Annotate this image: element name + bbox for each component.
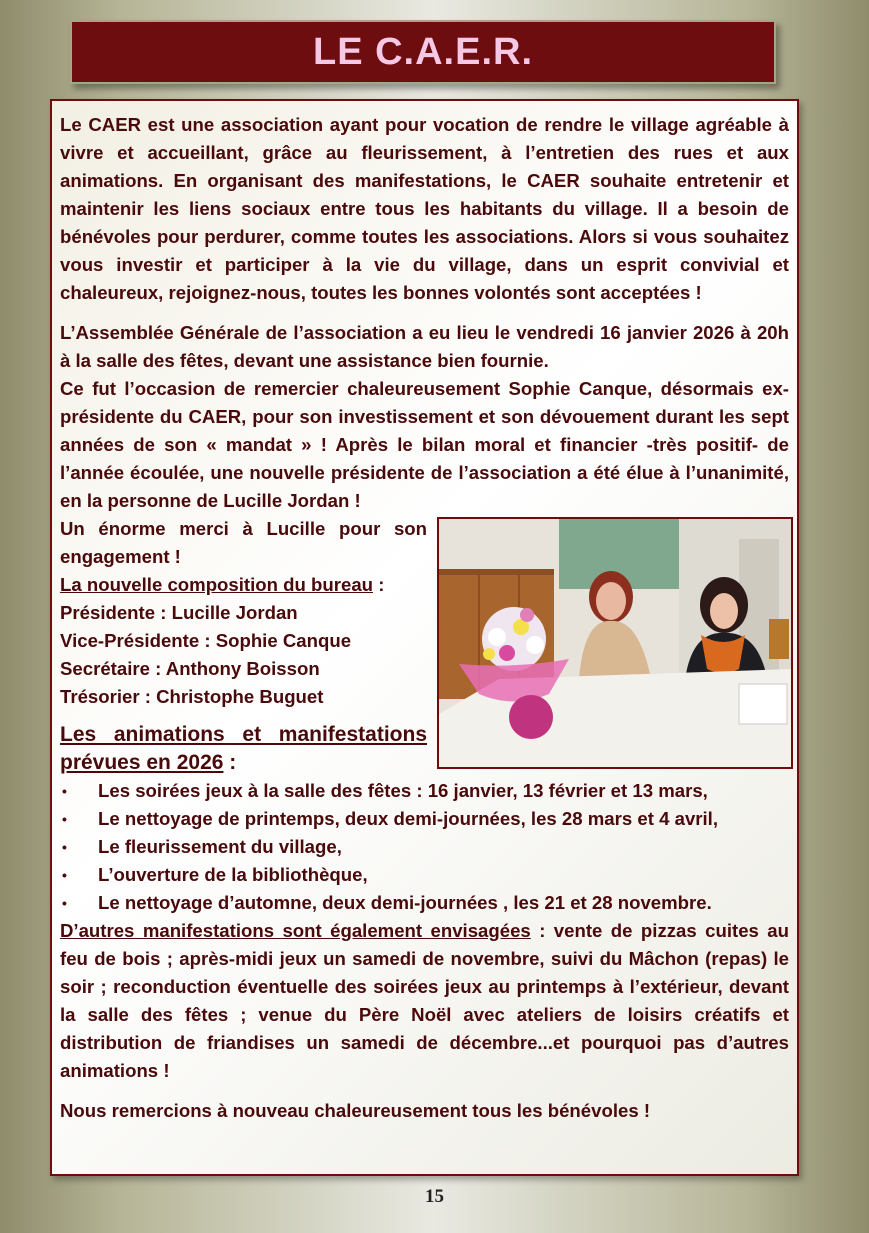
event-text: Le fleurissement du village, [98, 836, 342, 857]
bureau-heading: La nouvelle composition du bureau [60, 574, 374, 595]
page-title: LE C.A.E.R. [312, 30, 534, 73]
events-heading-colon: : [223, 751, 237, 774]
intro-paragraph: Le CAER est une association ayant pour vocation de rendre le village agréable à vivre et accueillant, grâce au fleurissement, à l’entretien des rues et aux animations. En organisant des manifestations, le CAER souhaite entretenir et maintenir les liens sociaux entre tous les habitants du village. Il a besoin de bénévoles pour perdurer, comme toutes les associations. Alors si vous souhaitez vous investir et participer à la vie du village, dans un esprit convivial et chaleureux, rejoignez-nous, toutes les bonnes volontés sont acceptées ! [60, 114, 789, 303]
event-text: Le nettoyage d’automne, deux demi-journées , les 21 et 28 novembre. [98, 892, 712, 913]
list-item [60, 861, 789, 889]
list-item [60, 889, 789, 917]
events-list [60, 777, 789, 917]
list-item [60, 833, 789, 861]
bureau-member: Trésorier : Christophe Buguet [60, 686, 324, 707]
thanks-sophie-paragraph: Ce fut l’occasion de remercier chaleureusement Sophie Canque, désormais ex-présidente du CAER, pour son investissement et son dévouement durant les sept années de son « mandat » ! Après le bilan moral et financier -très positif- de l’année écoulée, une nouvelle présidente de l’association a été élue à l’unanimité, en la personne de Lucille Jordan ! [60, 378, 789, 511]
bureau-heading-colon: : [373, 574, 385, 595]
event-text: L’ouverture de la bibliothèque, [98, 864, 368, 885]
bullet-icon: • [62, 811, 67, 827]
list-item [60, 805, 789, 833]
bullet-icon: • [62, 867, 67, 883]
event-text: Le nettoyage de printemps, deux demi-journées, les 28 mars et 4 avril, [98, 808, 719, 829]
event-text: Les soirées jeux à la salle des fêtes : 16 janvier, 13 février et 13 mars, [98, 780, 708, 801]
others-text: : vente de pizzas cuites au feu de bois ; après-midi jeux un samedi de novembre, suivi du Mâchon (repas) le soir ; reconduction éventuelle des soirées jeux au printemps à l’extérieur, devant la salle des fêtes ; venue du Père Noël avec ateliers de loisirs créatifs et distribution de friandises un samedi de décembre...et pourquoi pas d’autres animations ! [60, 920, 789, 1081]
bullet-icon: • [62, 895, 67, 911]
bureau-member: Secrétaire : Anthony Boisson [60, 658, 320, 679]
list-item [60, 777, 789, 805]
photo-illustration [439, 519, 791, 767]
others-paragraph [60, 917, 789, 1085]
others-heading: D’autres manifestations sont également envisagées [60, 920, 531, 941]
bullet-icon: • [62, 839, 67, 855]
page-number: 15 [425, 1186, 444, 1207]
article-box [50, 99, 799, 1176]
closing-paragraph: Nous remercions à nouveau chaleureusement tous les bénévoles ! [60, 1100, 651, 1121]
bullet-icon: • [62, 783, 67, 799]
bureau-member: Présidente : Lucille Jordan [60, 602, 298, 623]
thanks-lucille-paragraph: Un énorme merci à Lucille pour son engagement ! [60, 518, 427, 567]
assembly-paragraph: L’Assemblée Générale de l’association a eu lieu le vendredi 16 janvier 2026 à 20h à la salle des fêtes, devant une assistance bien fournie. [60, 322, 789, 371]
group-photo [437, 517, 793, 769]
bureau-member: Vice-Présidente : Sophie Canque [60, 630, 352, 651]
events-heading: Les animations et manifestations prévues en 2026 [60, 723, 427, 774]
title-banner [70, 20, 776, 84]
